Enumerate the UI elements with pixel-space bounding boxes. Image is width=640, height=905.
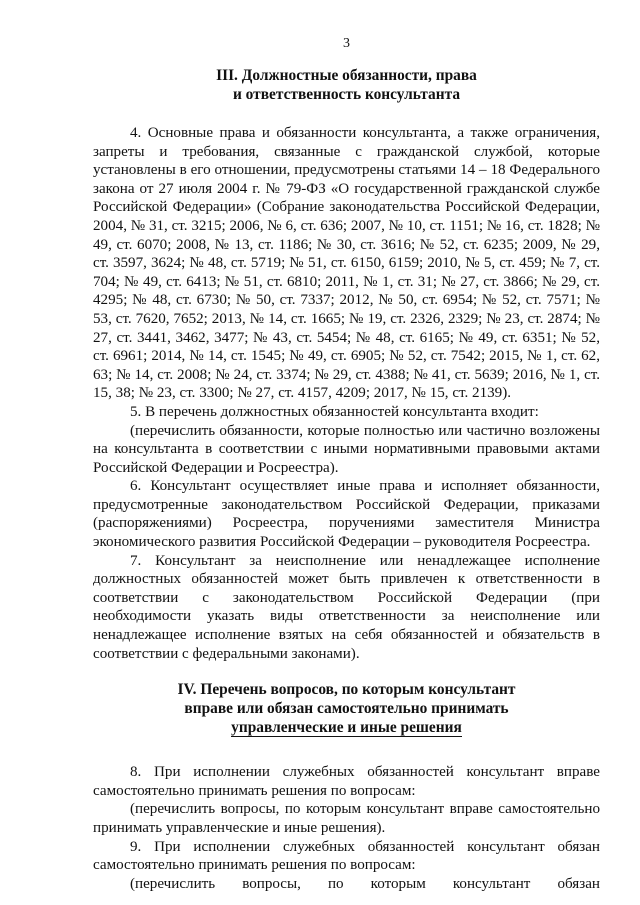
paragraph-5-instruction: (перечислить обязанности, которые полностью или частично возложены на консультанта в соответствии с иными нормативными правовыми актами Российской Федерации и Росреестра). bbox=[93, 422, 600, 476]
paragraph-8: 8. При исполнении служебных обязанностей консультант вправе самостоятельно принимать решения по вопросам: bbox=[93, 764, 600, 799]
page-number: 3 bbox=[343, 36, 350, 51]
paragraph-9-instruction: (перечислить вопросы, по которым консультант обязан bbox=[130, 875, 600, 892]
section-4-heading-line-2: вправе или обязан самостоятельно принимать bbox=[184, 700, 509, 718]
paragraph-9: 9. При исполнении служебных обязанностей консультант обязан самостоятельно принимать решения по вопросам: bbox=[93, 838, 600, 874]
paragraph-7: 7. Консультант за неисполнение или ненадлежащее исполнение должностных обязанностей может быть привлечен к ответственности в соответствии с законодательством Российской Федерации (при необходимости указать виды ответственности за неисполнение или ненадлежащее исполнение взятых на себя обязанностей и обязательств в соответствии с федеральными законами). bbox=[93, 552, 600, 662]
paragraph-8-instruction: (перечислить вопросы, по которым консультант вправе самостоятельно принимать управленческие и иные решения). bbox=[93, 801, 600, 836]
section-4-heading-line-3: управленческие и иные решения bbox=[231, 719, 462, 737]
section-3-heading bbox=[93, 66, 600, 104]
paragraph-5: 5. В перечень должностных обязанностей консультанта входит: bbox=[130, 403, 539, 420]
section-3-heading-line-1: III. Должностные обязанности, права bbox=[216, 67, 477, 84]
paragraph-4: 4. Основные права и обязанности консультанта, а также ограничения, запреты и требования, связанные с гражданской службой, которые установлены в его отношении, предусмотрены статьями 14 – 18 Федерального закона от 27 июля 2004 г. № 79-ФЗ «О государственной гражданской службе Российской Федерации» (Собрание законодательства Российской Федерации, 2004, № 31, ст. 3215; 2006, № 6, ст. 636; 2007, № 10, ст. 1151; № 16, ст. 1828; № 49, ст. 6070; 2008, № 13, ст. 1186; № 30, ст. 3616; № 52, ст. 6235; 2009, № 29, ст. 3597, 3624; № 48, ст. 5719; № 51, ст. 6150, 6159; 2010, № 5, ст. 459; № 7, ст. 704; № 49, ст. 6413; № 51, ст. 6810; 2011, № 1, ст. 31; № 27, ст. 3866; № 29, ст. 4295; № 48, ст. 6730; № 50, ст. 7337; 2012, № 50, ст. 6954; № 52, ст. 7571; № 53, ст. 7620, 7652; 2013, № 14, ст. 1665; № 19, ст. 2326, 2329; № 23, ст. 2874; № 27, ст. 3441, 3462, 3477; № 43, ст. 5454; № 48, ст. 6165; № 49, ст. 6351; № 52, ст. 6961; 2014, № 14, ст. 1545; № 49, ст. 6905; № 52, ст. 7542; 2015, № 1, ст. 62, 63; № 14, ст. 2008; № 24, ст. 3374; № 29, ст. 4388; № 41, ст. 5639; 2016, № 1, ст. 15, 38; № 23, ст. 3300; № 27, ст. 4157, 4209; 2017, № 15, ст. 2139). bbox=[93, 125, 600, 402]
section-4-heading bbox=[93, 680, 600, 737]
section-4-heading-line-1: IV. Перечень вопросов, по которым консультант bbox=[177, 681, 516, 699]
section-3-heading-line-2: и ответственность консультанта bbox=[232, 86, 461, 103]
paragraph-6: 6. Консультант осуществляет иные права и исполняет обязанности, предусмотренные законодательством Российской Федерации, приказами (распоряжениями) Росреестра, поручениями заместителя Министра экономического развития Российской Федерации – руководителя Росреестра. bbox=[93, 478, 600, 551]
